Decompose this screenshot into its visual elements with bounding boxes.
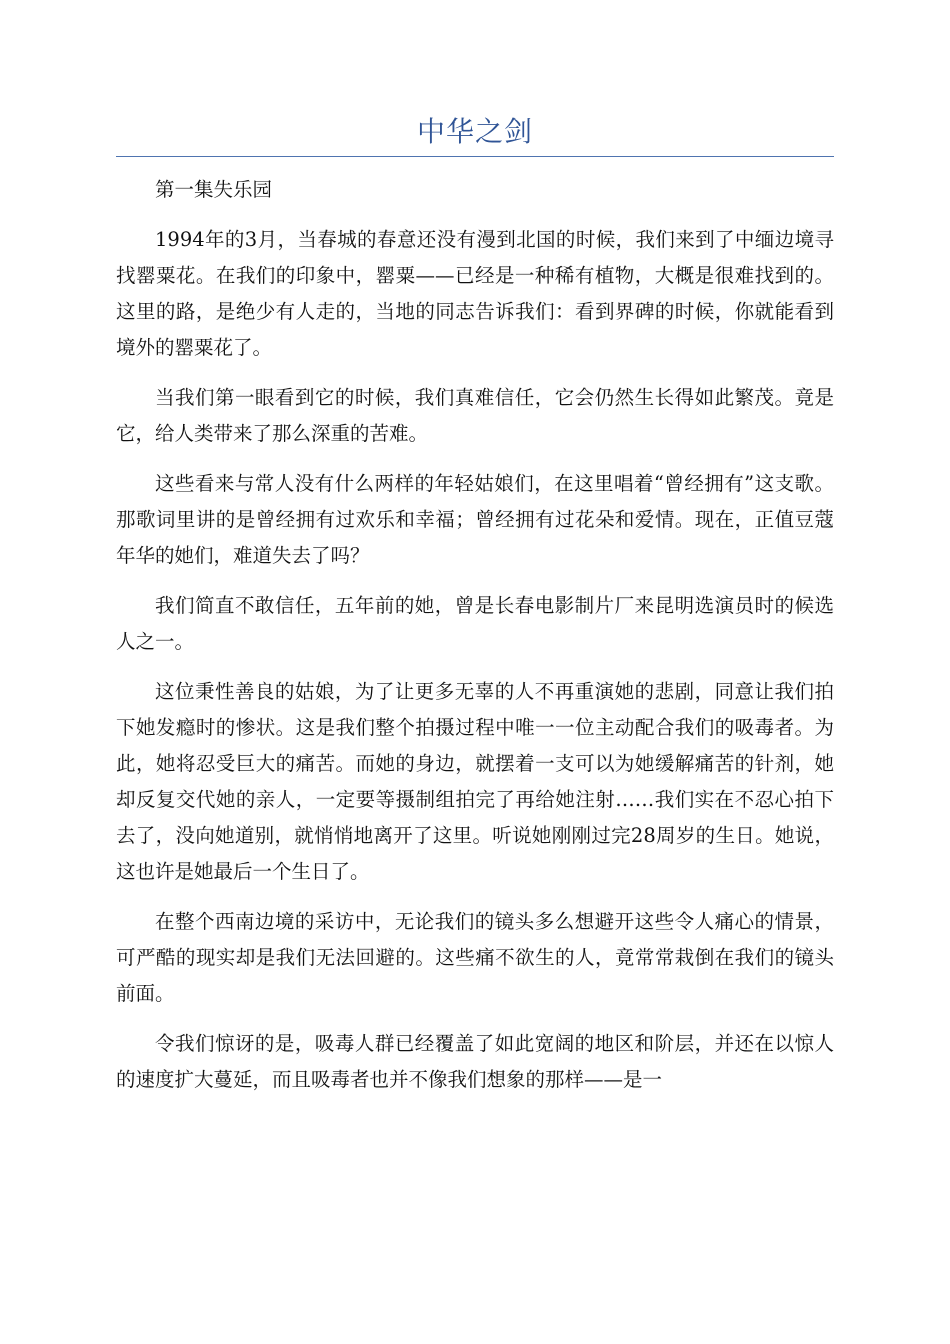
title-block [116,112,834,157]
paragraph: 在整个西南边境的采访中，无论我们的镜头多么想避开这些令人痛心的情景，可严酷的现实却是我们无法回避的。这些痛不欲生的人，竟常常栽倒在我们的镜头前面。 [116,910,834,1005]
paragraph: 1994年的3月，当春城的春意还没有漫到北国的时候，我们来到了中缅边境寻找罂粟花。在我们的印象中，罂粟——已经是一种稀有植物，大概是很难找到的。这里的路，是绝少有人走的，当地的同志告诉我们：看到界碑的时候，你就能看到境外的罂粟花了。 [116,228,834,359]
document-body [116,172,834,1112]
paragraph-episode-heading: 第一集失乐园 [155,178,273,201]
paragraph: 这位秉性善良的姑娘，为了让更多无辜的人不再重演她的悲剧，同意让我们拍下她发瘾时的惨状。这是我们整个拍摄过程中唯一一位主动配合我们的吸毒者。为此，她将忍受巨大的痛苦。而她的身边，就摆着一支可以为她缓解痛苦的针剂，她却反复交代她的亲人，一定要等摄制组拍完了再给她注射……我们实在不忍心拍下去了，没向她道别，就悄悄地离开了这里。听说她刚刚过完28周岁的生日。她说，这也许是她最后一个生日了。 [116,680,834,883]
document-title: 中华之剑 [416,115,533,148]
paragraph: 令我们惊讶的是，吸毒人群已经覆盖了如此宽阔的地区和阶层，并还在以惊人的速度扩大蔓延，而且吸毒者也并不像我们想象的那样——是一 [116,1032,834,1091]
paragraph: 当我们第一眼看到它的时候，我们真难信任，它会仍然生长得如此繁茂。竟是它，给人类带来了那么深重的苦难。 [116,386,834,445]
paragraph: 我们简直不敢信任，五年前的她，曾是长春电影制片厂来昆明选演员时的候选人之一。 [116,594,834,653]
paragraph: 这些看来与常人没有什么两样的年轻姑娘们，在这里唱着“曾经拥有”这支歌。那歌词里讲的是曾经拥有过欢乐和幸福；曾经拥有过花朵和爱情。现在，正值豆蔻年华的她们，难道失去了吗？ [116,472,834,567]
